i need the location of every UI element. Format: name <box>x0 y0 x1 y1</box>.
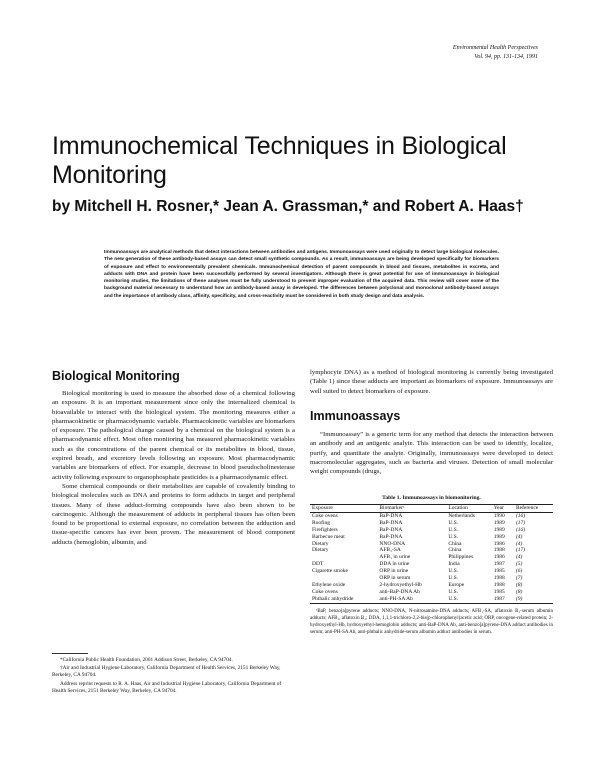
table-1 <box>310 495 553 636</box>
footnotes <box>52 657 295 696</box>
table-cell: (4) <box>515 540 523 547</box>
table-body <box>310 512 553 603</box>
table-cell: 1990 <box>493 512 505 519</box>
table-cell: Dietary <box>312 540 329 547</box>
table-cell: 2-hydroxyethyl-Hb <box>379 581 422 588</box>
table-cell: (5) <box>515 561 523 568</box>
table-cell: 1988 <box>493 575 505 582</box>
table-row <box>310 582 553 589</box>
table-cell: Cigarette smoke <box>312 568 348 575</box>
table-cell: Phthalic anhydride <box>310 596 377 603</box>
journal-name: Environmental Health Perspectives <box>452 45 538 51</box>
table-cell: (4) <box>515 533 523 540</box>
table-cell: U.S. <box>448 533 459 540</box>
column-header: Year <box>492 505 514 513</box>
table-cell: Ethylene oxide <box>312 581 346 588</box>
table-cell: 1989 <box>493 526 505 533</box>
table-cell: DDA in urine <box>379 561 410 568</box>
column-header: Reference <box>514 505 553 513</box>
table-cell: (17) <box>515 519 526 526</box>
table-cell: Dietary <box>312 547 329 554</box>
table-cell: (17) <box>515 547 526 554</box>
paper-title: Immunochemical Techniques in Biological Monitoring <box>52 132 507 189</box>
table-cell: China <box>448 540 462 547</box>
table-row <box>310 520 553 527</box>
table-cell: anti-PH-SA Ab <box>377 596 446 603</box>
table-cell: (6) <box>515 568 523 575</box>
table-cell: BaP-DNA <box>379 533 403 540</box>
table-cell: 1986 <box>493 554 505 561</box>
table-cell: (8) <box>515 581 523 588</box>
table-row <box>310 575 553 582</box>
table-row <box>310 596 553 603</box>
table-cell: 1985 <box>493 588 505 595</box>
table-cell: U.S. <box>448 575 459 582</box>
table-cell: Barbecue meat <box>312 533 345 540</box>
table-cell: U.S. <box>448 519 459 526</box>
table-cell: (16) <box>515 512 526 519</box>
table-cell: 1985 <box>493 568 505 575</box>
table-row <box>310 527 553 534</box>
column-header: Biomarkerᵃ <box>377 505 446 513</box>
table-row <box>310 589 553 596</box>
table-cell: BaP-DNA <box>379 519 403 526</box>
table-cell: Europe <box>448 581 465 588</box>
footnote-divider <box>52 653 88 654</box>
table-cell: Firefighters <box>312 526 338 533</box>
table-cell: U.S. <box>446 596 491 603</box>
abstract: Immunoassays are analytical methods that detect interactions between antibodies and antigens. Immunoassays were used originally to detect large biological molecules. The new generation of these antibody-based assays can detect small synthetic compounds. As a result, immunoassays are being developed specifically for biomarkers of exposure and effect to environmentally prevalent chemicals. Immunochemical detection of parent compounds in blood and tissues, metabolites in excreta, and adducts with DNA and protein have been successfully performed by several investigators. Although there is great potential for use of immunoassays in biological monitoring studies, the limitations of these analyses must be fully understood to prevent improper evaluation of the acquired data. This review will cover some of the background material necessary to understand how an antibody-based assay is developed. The differences between polyclonal and monoclonal antibody-based assays and the importance of antibody class, affinity, specificity, and cross-reactivity must be considered in both study design and data analysis. <box>104 250 499 299</box>
table-cell: India <box>448 561 460 568</box>
table-cell: AFB₁ in urine <box>379 554 411 561</box>
left-column-body <box>52 389 295 547</box>
table-cell: Coke ovens <box>312 512 338 519</box>
table-cell: 1986 <box>493 540 505 547</box>
section-heading-immunoassays: Immunoassays <box>310 409 401 423</box>
table-cell: U.S. <box>448 588 459 595</box>
journal-header <box>453 44 538 62</box>
table-cell: (16) <box>515 526 526 533</box>
table-cell: (7) <box>515 575 523 582</box>
table-cell: anti-BaP-DNA Ab <box>379 588 420 595</box>
table-cell: China <box>448 547 462 554</box>
table-cell: 1989 <box>493 533 505 540</box>
footnote: Address reprint requests to R. A. Haas, Air and Industrial Hygiene Laboratory, California Department of Health Services, 2151 Berkeley Way, Berkeley, CA 94704. <box>52 680 282 694</box>
table-cell: BaP-DNA <box>379 526 403 533</box>
table-cell: BaP-DNA <box>379 512 403 519</box>
paragraph: Biological monitoring is used to measure the absorbed dose of a chemical following an exposure. It is an important measurement since only the internalized chemical is bioavailable to interact with the biological system. The monitoring measures either a pharmacokinetic or pharmacodynamic variable. Pharmacokinetic variables are biomarkers of exposure. The pathological change caused by a chemical on the biological system is a pharmacodynamic effect. Most often monitoring has measured pharmacokinetic variables such as the concentrations of the parent chemical or its metabolites in blood, tissue, expired breath, and excretory levels following an exposure. Most pharmacodynamic variables are biomarkers of effect. For example, decrease in blood pseudocholinesterase activity following exposure to organophosphate pesticides is a pharmacodynamic effect. <box>52 390 295 481</box>
column-header: Exposure <box>310 505 377 513</box>
table-cell: ORP in urine <box>379 568 409 575</box>
table-cell: 1988 <box>493 581 505 588</box>
table-footnote: ᵃBaP, benzo[a]pyrene adducts; NNO-DNA, N-nitrosamine-DNA adducts; AFB₁-SA, aflatoxin B₁-serum albumin adducts; AFB₁, aflatoxin B₁; DDA, 1,1,1-trichloro-2,2-bis(p-chlorophenyl)acetic acid; ORP, oncogene-related protein; 2-hydroxyethyl-Hb, hydroxyethyl-hemoglobin adducts; anti-BaP-DNA Ab, anti-benzo[a]pyrene-DNA adduct antibodies in serum; anti-PH-SA Ab, anti-phthalic anhydride-serum albumin adduct antibodies in serum. <box>310 608 553 635</box>
table-cell: U.S. <box>448 568 459 575</box>
author-list: by Mitchell H. Rosner,* Jean A. Grassman,* and Robert A. Haas† <box>52 198 524 215</box>
table-cell: (4) <box>515 554 523 561</box>
table-cell: Philippines <box>448 554 474 561</box>
table-cell: (9) <box>514 596 553 603</box>
table-row <box>310 534 553 541</box>
table-header-row <box>310 505 553 513</box>
paragraph: “Immunoassay” is a generic term for any method that detects the interaction between an antibody and an antigenic analyte. This interaction can be used to identify, localize, purify, and quantitate the analyte. Originally, immunoassays were developed to detect macromolecular aggregates, such as bacteria and viruses. Detection of small molecular weight compounds (drugs, <box>310 431 553 476</box>
table-cell: U.S. <box>448 526 459 533</box>
table-cell <box>310 575 377 582</box>
table-cell <box>310 554 377 561</box>
column-header: Location <box>446 505 491 513</box>
section-heading-biological-monitoring: Biological Monitoring <box>52 369 180 383</box>
table-cell: DDT <box>312 561 324 568</box>
biomonitoring-table <box>310 504 553 604</box>
table-cell: NNO-DNA <box>379 540 406 547</box>
table-caption: Table 1. Immunoassays in biomonitoring. <box>382 495 481 501</box>
footnote: *California Public Health Foundation, 2001 Addison Street, Berkeley, CA 94704. <box>60 657 233 663</box>
table-cell: 1988 <box>493 547 505 554</box>
table-cell: 1987 <box>492 596 514 603</box>
paragraph: Some chemical compounds or their metabolites are capable of covalently binding to biological molecules such as DNA and proteins to form adducts in target and peripheral tissues. Many of these adduct-forming compounds have also been shown to be carcinogenic. Although the measurement of adducts in peripheral tissues has often been found to be proportional to external exposure, no correlation between the adduction and tissue-specific cancers has ever been proven. The measurement of blood component adducts (hemoglobin, albumin, and <box>52 482 295 546</box>
table-cell: 1989 <box>493 519 505 526</box>
right-column-continuation <box>310 368 553 396</box>
footnote: †Air and Industrial Hygiene Laboratory, California Department of Health Services, 2151 Berkeley Way, Berkeley, CA 94704. <box>52 665 281 679</box>
table-cell: ORP in serum <box>379 575 411 582</box>
table-cell: Coke ovens <box>312 588 338 595</box>
table-cell: Netherlands <box>448 512 475 519</box>
journal-citation: Vol. 94, pp. 131-134, 1991 <box>474 54 538 60</box>
table-cell: 1987 <box>493 561 505 568</box>
table-row <box>310 512 553 519</box>
table-cell: Roofing <box>312 519 331 526</box>
paragraph: lymphocyte DNA) as a method of biological monitoring is currently being investigated (Table 1) since these adducts are important as biomarkers of exposure. Immunoassays are well suited to detect biomarkers of exposure. <box>310 369 553 395</box>
table-cell: (8) <box>515 588 523 595</box>
right-column-body <box>310 430 553 476</box>
table-cell: AFB₁-SA <box>379 547 401 554</box>
